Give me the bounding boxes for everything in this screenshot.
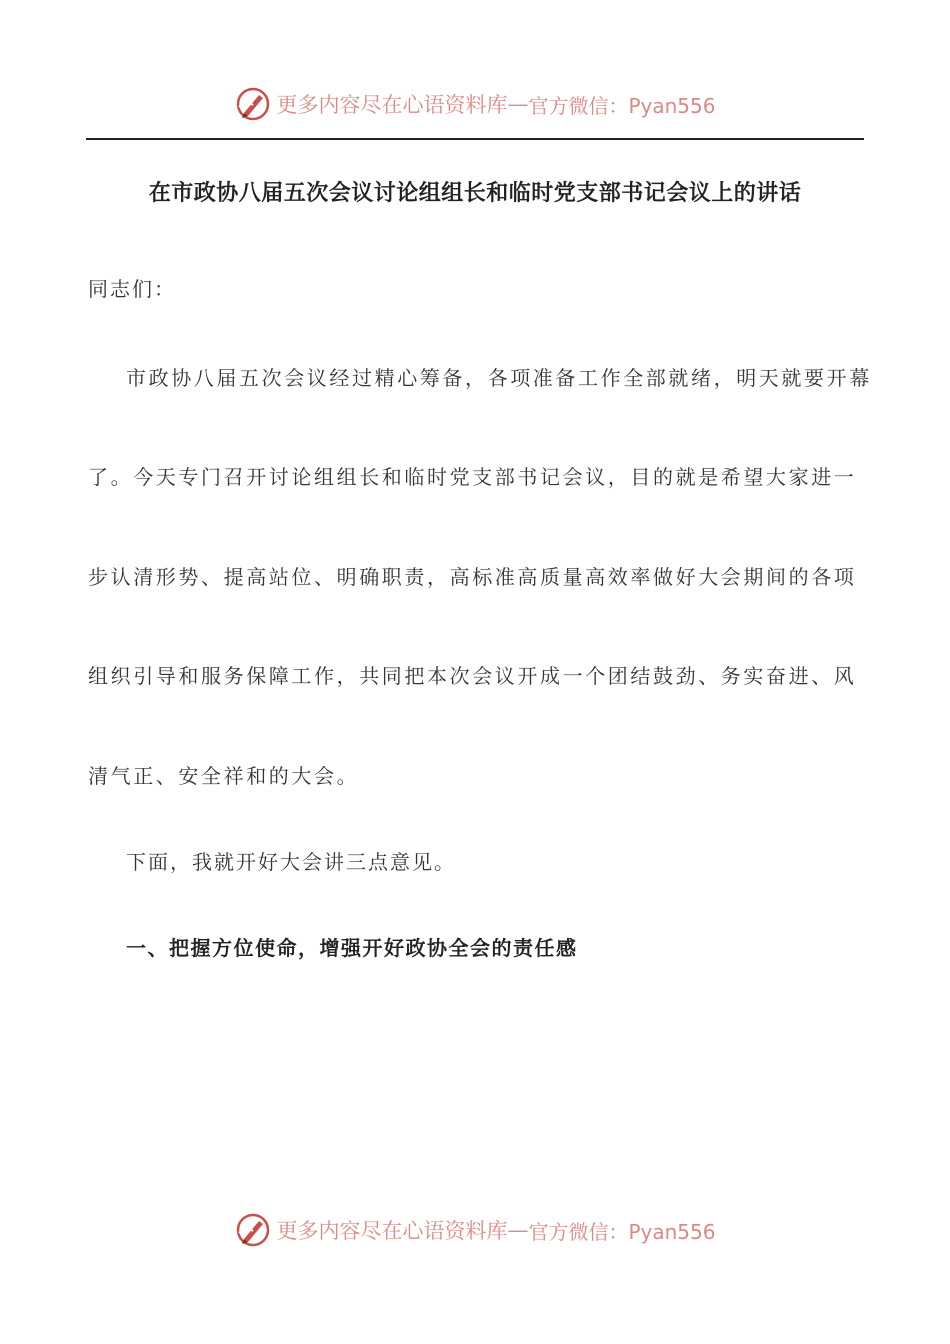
paragraph-1-line-4: 组织引导和服务保障工作，共同把本次会议开成一个团结鼓劲、务实奋进、风 <box>88 664 857 688</box>
header-banner <box>0 82 950 126</box>
paragraph-1-line-5: 清气正、安全祥和的大会。 <box>88 764 360 788</box>
document-title: 在市政协八届五次会议讨论组组长和临时党支部书记会议上的讲话 <box>148 180 802 206</box>
banner-wechat: 官方微信：Pyan556 <box>528 1219 716 1244</box>
pen-logo-icon <box>234 85 272 123</box>
paragraph-2: 下面，我就开好大会讲三点意见。 <box>126 850 456 874</box>
banner-title: 更多内容尽在心语资料库 <box>276 1219 508 1243</box>
paragraph-1-line-3: 步认清形势、提高站位、明确职责，高标准高质量高效率做好大会期间的各项 <box>88 565 857 589</box>
section-heading-1: 一、把握方位使命，增强开好政协全会的责任感 <box>126 936 578 960</box>
banner-dash: — <box>507 1218 529 1242</box>
banner-dash: — <box>507 92 529 116</box>
salutation: 同志们： <box>88 277 176 301</box>
paragraph-1-line-1: 市政协八届五次会议经过精心筹备，各项准备工作全部就绪，明天就要开幕 <box>126 366 872 390</box>
banner-title: 更多内容尽在心语资料库 <box>276 93 508 117</box>
banner-wechat: 官方微信：Pyan556 <box>528 93 716 118</box>
paragraph-1-line-2: 了。今天专门召开讨论组组长和临时党支部书记会议，目的就是希望大家进一 <box>88 465 857 489</box>
pen-logo-icon <box>234 1211 272 1249</box>
header-divider <box>86 138 864 140</box>
footer-banner <box>0 1208 950 1252</box>
